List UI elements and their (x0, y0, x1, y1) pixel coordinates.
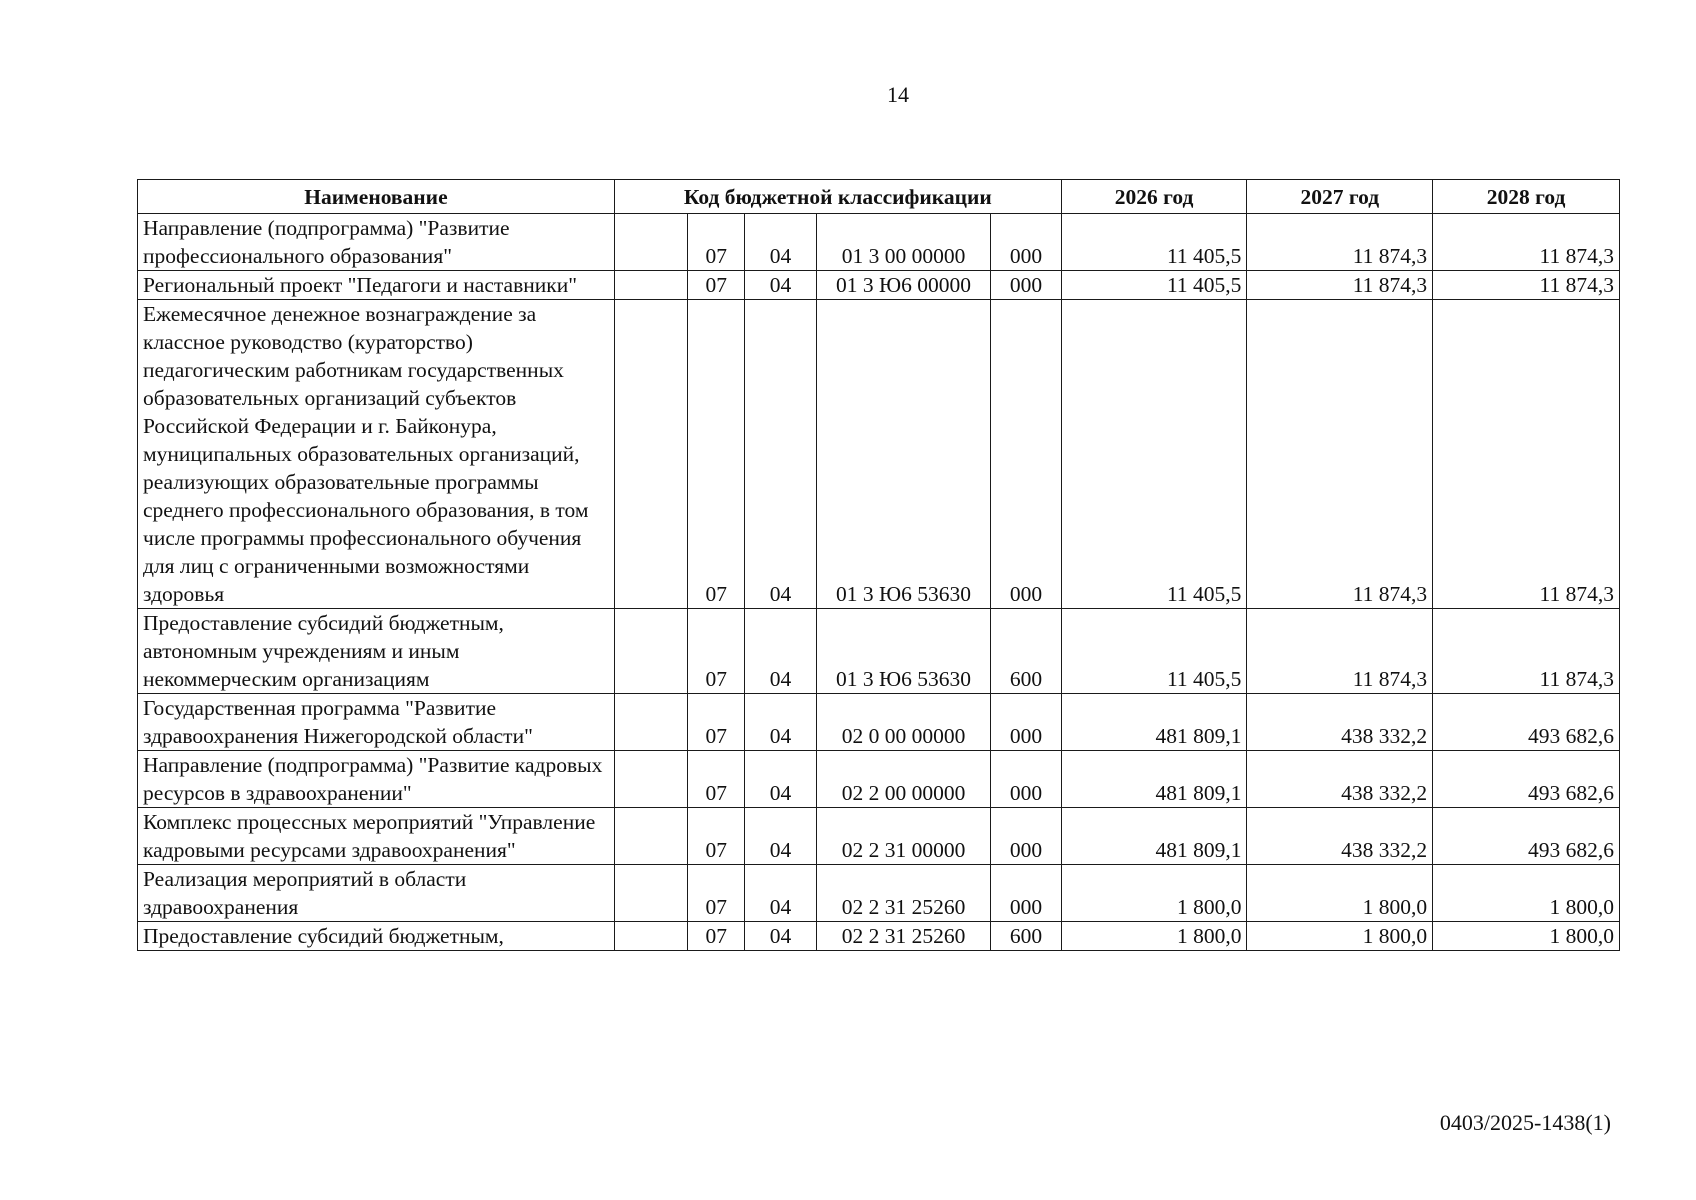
code-blank-cell (614, 865, 687, 922)
amount-2028-cell: 11 874,3 (1433, 300, 1620, 609)
table-row (138, 808, 1620, 865)
code-target-article-cell: 02 2 31 00000 (816, 808, 991, 865)
amount-2027-cell: 1 800,0 (1247, 865, 1433, 922)
row-name-cell: Направление (подпрограмма) "Развитие профессионального образования" (138, 214, 615, 271)
row-name-cell: Комплекс процессных мероприятий "Управление кадровыми ресурсами здравоохранения" (138, 808, 615, 865)
code-section-cell: 07 (688, 694, 745, 751)
code-expense-type-cell: 000 (991, 865, 1061, 922)
amount-2026-cell: 11 405,5 (1061, 271, 1247, 300)
code-expense-type-cell: 000 (991, 300, 1061, 609)
amount-2028-cell: 1 800,0 (1433, 865, 1620, 922)
code-section-cell: 07 (688, 271, 745, 300)
code-subsection-cell: 04 (745, 808, 816, 865)
code-subsection-cell: 04 (745, 865, 816, 922)
code-expense-type-cell: 000 (991, 214, 1061, 271)
row-name-cell: Государственная программа "Развитие здравоохранения Нижегородской области" (138, 694, 615, 751)
amount-2027-cell: 1 800,0 (1247, 922, 1433, 951)
code-target-article-cell: 02 0 00 00000 (816, 694, 991, 751)
code-blank-cell (614, 922, 687, 951)
code-subsection-cell: 04 (745, 271, 816, 300)
row-name-cell: Направление (подпрограмма) "Развитие кадровых ресурсов в здравоохранении" (138, 751, 615, 808)
code-blank-cell (614, 808, 687, 865)
code-section-cell: 07 (688, 808, 745, 865)
code-target-article-cell: 02 2 00 00000 (816, 751, 991, 808)
document-code: 0403/2025-1438(1) (1439, 1110, 1611, 1135)
code-blank-cell (614, 694, 687, 751)
code-subsection-cell: 04 (745, 609, 816, 694)
code-target-article-cell: 01 3 00 00000 (816, 214, 991, 271)
code-subsection-cell: 04 (745, 300, 816, 609)
code-subsection-cell: 04 (745, 214, 816, 271)
code-expense-type-cell: 600 (991, 922, 1061, 951)
code-blank-cell (614, 214, 687, 271)
amount-2026-cell: 11 405,5 (1061, 300, 1247, 609)
code-section-cell: 07 (688, 922, 745, 951)
table-row (138, 694, 1620, 751)
amount-2027-cell: 438 332,2 (1247, 694, 1433, 751)
amount-2026-cell: 481 809,1 (1061, 808, 1247, 865)
header-year-2027: 2027 год (1247, 180, 1433, 214)
amount-2027-cell: 11 874,3 (1247, 609, 1433, 694)
table-row (138, 609, 1620, 694)
code-blank-cell (614, 751, 687, 808)
table-row (138, 214, 1620, 271)
row-name-cell: Реализация мероприятий в области здравоохранения (138, 865, 615, 922)
table-row (138, 922, 1620, 951)
amount-2026-cell: 481 809,1 (1061, 694, 1247, 751)
row-name-cell: Предоставление субсидий бюджетным, автономным учреждениям и иным некоммерческим организациям (138, 609, 615, 694)
amount-2026-cell: 1 800,0 (1061, 922, 1247, 951)
page-number: 14 (887, 82, 909, 107)
code-expense-type-cell: 000 (991, 694, 1061, 751)
code-target-article-cell: 02 2 31 25260 (816, 865, 991, 922)
code-expense-type-cell: 600 (991, 609, 1061, 694)
code-section-cell: 07 (688, 300, 745, 609)
code-expense-type-cell: 000 (991, 751, 1061, 808)
code-target-article-cell: 01 3 Ю6 53630 (816, 300, 991, 609)
header-year-2026: 2026 год (1061, 180, 1247, 214)
amount-2027-cell: 438 332,2 (1247, 751, 1433, 808)
header-name: Наименование (138, 180, 615, 214)
amount-2028-cell: 11 874,3 (1433, 609, 1620, 694)
amount-2026-cell: 11 405,5 (1061, 609, 1247, 694)
code-expense-type-cell: 000 (991, 271, 1061, 300)
amount-2028-cell: 493 682,6 (1433, 751, 1620, 808)
table-row (138, 865, 1620, 922)
amount-2026-cell: 1 800,0 (1061, 865, 1247, 922)
budget-table (137, 179, 1620, 951)
code-blank-cell (614, 609, 687, 694)
code-blank-cell (614, 300, 687, 609)
header-budget-code: Код бюджетной классификации (614, 180, 1061, 214)
code-subsection-cell: 04 (745, 751, 816, 808)
amount-2027-cell: 11 874,3 (1247, 214, 1433, 271)
row-name-cell: Ежемесячное денежное вознаграждение за классное руководство (кураторство) педагогическим работникам государственных образовательных организаций субъектов Российской Федерации и г. Байконура, муниципальных образовательных организаций, реализующих образовательные программы среднего профессионального образования, в том числе программы профессионального обучения для лиц с ограниченными возможностями здоровья (138, 300, 615, 609)
amount-2027-cell: 438 332,2 (1247, 808, 1433, 865)
amount-2027-cell: 11 874,3 (1247, 271, 1433, 300)
code-subsection-cell: 04 (745, 922, 816, 951)
code-target-article-cell: 02 2 31 25260 (816, 922, 991, 951)
amount-2028-cell: 493 682,6 (1433, 808, 1620, 865)
code-section-cell: 07 (688, 865, 745, 922)
amount-2028-cell: 1 800,0 (1433, 922, 1620, 951)
code-expense-type-cell: 000 (991, 808, 1061, 865)
amount-2026-cell: 481 809,1 (1061, 751, 1247, 808)
code-section-cell: 07 (688, 751, 745, 808)
code-section-cell: 07 (688, 609, 745, 694)
code-subsection-cell: 04 (745, 694, 816, 751)
table-row (138, 751, 1620, 808)
amount-2028-cell: 493 682,6 (1433, 694, 1620, 751)
row-name-cell: Региональный проект "Педагоги и наставники" (138, 271, 615, 300)
amount-2027-cell: 11 874,3 (1247, 300, 1433, 609)
header-year-2028: 2028 год (1433, 180, 1620, 214)
amount-2028-cell: 11 874,3 (1433, 271, 1620, 300)
table-row (138, 271, 1620, 300)
amount-2028-cell: 11 874,3 (1433, 214, 1620, 271)
amount-2026-cell: 11 405,5 (1061, 214, 1247, 271)
code-target-article-cell: 01 3 Ю6 53630 (816, 609, 991, 694)
code-target-article-cell: 01 3 Ю6 00000 (816, 271, 991, 300)
code-blank-cell (614, 271, 687, 300)
row-name-cell: Предоставление субсидий бюджетным, (138, 922, 615, 951)
table-row (138, 300, 1620, 609)
table-header-row (138, 180, 1620, 214)
code-section-cell: 07 (688, 214, 745, 271)
